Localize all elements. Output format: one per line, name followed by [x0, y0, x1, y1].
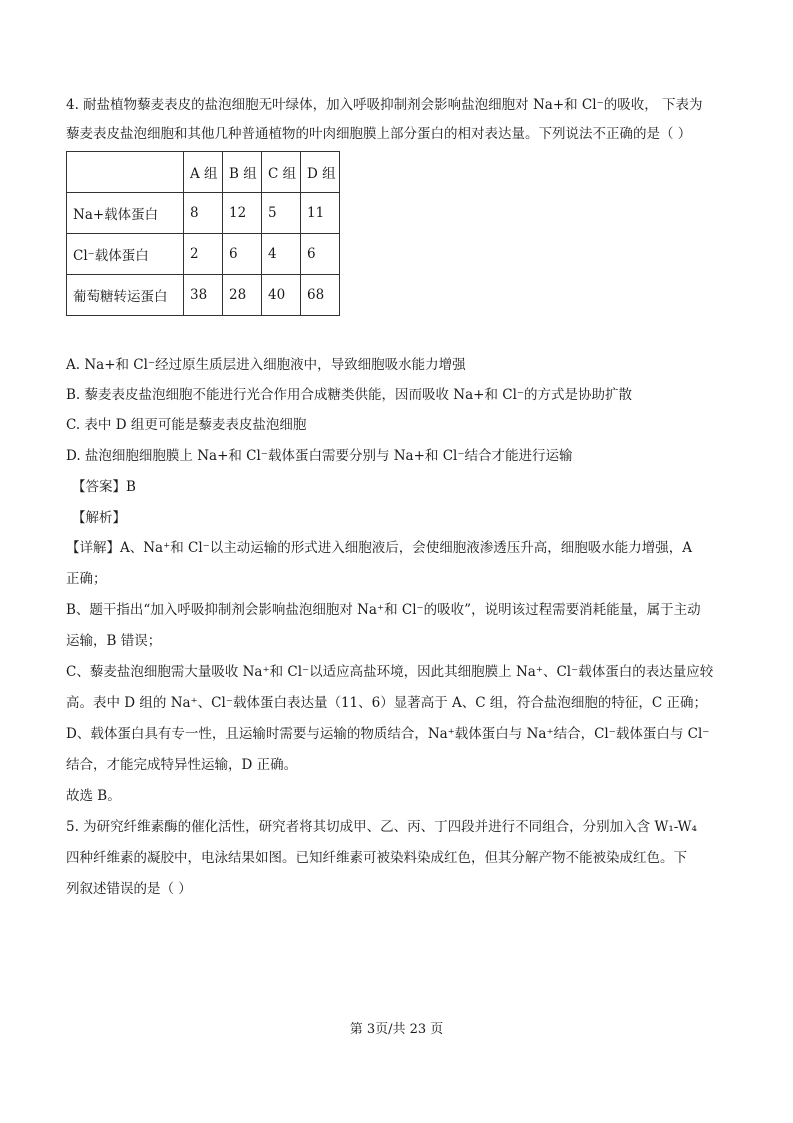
table-row [67, 275, 340, 316]
q4-option-b: B. 藜麦表皮盐泡细胞不能进行光合作用合成糖类供能，因而吸收 Na+和 Cl⁻的方式是协助扩散 [66, 387, 633, 403]
table-row [67, 234, 340, 275]
q5-stem-line-3: 列叙述错误的是（ ） [66, 881, 192, 897]
table-cell: 28 [223, 275, 262, 316]
table-cell: 40 [262, 275, 301, 316]
table-header-cell: C 组 [262, 152, 301, 193]
table-cell: 5 [262, 193, 301, 234]
explanation-line: 结合，才能完成特异性运输，D 正确。 [66, 757, 298, 773]
table-cell: 11 [301, 193, 340, 234]
table-cell: 6 [301, 234, 340, 275]
explanation-line: 运输，B 错误； [66, 633, 162, 649]
table-cell: 12 [223, 193, 262, 234]
table-header-cell [67, 152, 184, 193]
q5-stem-line-2: 四种纤维素的凝胶中，电泳结果如图。已知纤维素可被染料染成红色，但其分解产物不能被染成红色。下 [66, 850, 687, 866]
table-row-label: Na+载体蛋白 [67, 193, 184, 234]
table-header-cell: A 组 [184, 152, 223, 193]
q4-stem-line-2: 藜麦表皮盐泡细胞和其他几种普通植物的叶肉细胞膜上部分蛋白的相对表达量。下列说法不正确的是（ ） [66, 126, 692, 142]
explanation-line: 正确； [66, 571, 107, 587]
table-header-cell: D 组 [301, 152, 340, 193]
conclusion-line: 故选 B。 [66, 788, 121, 804]
explanation-line: B、题干指出“加入呼吸抑制剂会影响盐泡细胞对 Na⁺和 Cl⁻的吸收”，说明该过程需要消耗能量，属于主动 [66, 602, 701, 618]
table-cell: 4 [262, 234, 301, 275]
table-header-cell: B 组 [223, 152, 262, 193]
answer-label: 【答案】B [72, 479, 136, 495]
q5-stem-line-1: 5. 为研究纤维素酶的催化活性，研究者将其切成甲、乙、丙、丁四段并进行不同组合，分别加入含 W₁-W₄ [66, 819, 697, 835]
table-cell: 38 [184, 275, 223, 316]
explanation-line: 【详解】A、Na⁺和 Cl⁻以主动运输的形式进入细胞液后，会使细胞液渗透压升高，细胞吸水能力增强，A [66, 540, 693, 556]
page-number-footer: 第 3页/共 23 页 [349, 1022, 444, 1037]
explanation-line: D、载体蛋白具有专一性，且运输时需要与运输的物质结合，Na⁺载体蛋白与 Na⁺结合，Cl⁻载体蛋白与 Cl⁻ [66, 726, 710, 742]
table-row-label: Cl⁻载体蛋白 [67, 234, 184, 275]
q4-stem-line-1: 4. 耐盐植物藜麦表皮的盐泡细胞无叶绿体，加入呼吸抑制剂会影响盐泡细胞对 Na+和 Cl⁻的吸收， 下表为 [66, 97, 703, 113]
table-cell: 6 [223, 234, 262, 275]
table-cell: 68 [301, 275, 340, 316]
explanation-line: C、藜麦盐泡细胞需大量吸收 Na⁺和 Cl⁻以适应高盐环境，因此其细胞膜上 Na⁺、Cl⁻载体蛋白的表达量应较 [66, 664, 714, 680]
analysis-label: 【解析】 [72, 510, 126, 526]
table-cell: 8 [184, 193, 223, 234]
table-row-label: 葡萄糖转运蛋白 [67, 275, 184, 316]
q4-option-d: D. 盐泡细胞细胞膜上 Na+和 Cl⁻载体蛋白需要分别与 Na+和 Cl⁻结合才能进行运输 [66, 448, 573, 464]
q4-option-a: A. Na+和 Cl⁻经过原生质层进入细胞液中，导致细胞吸水能力增强 [66, 357, 466, 373]
table-row [67, 193, 340, 234]
table-header-row [67, 152, 340, 193]
table-cell: 2 [184, 234, 223, 275]
explanation-line: 高。表中 D 组的 Na⁺、Cl⁻载体蛋白表达量（11、6）显著高于 A、C 组，符合盐泡细胞的特征，C 正确； [66, 695, 708, 711]
protein-expression-table [66, 151, 340, 316]
q4-option-c: C. 表中 D 组更可能是藜麦表皮盐泡细胞 [66, 417, 307, 433]
